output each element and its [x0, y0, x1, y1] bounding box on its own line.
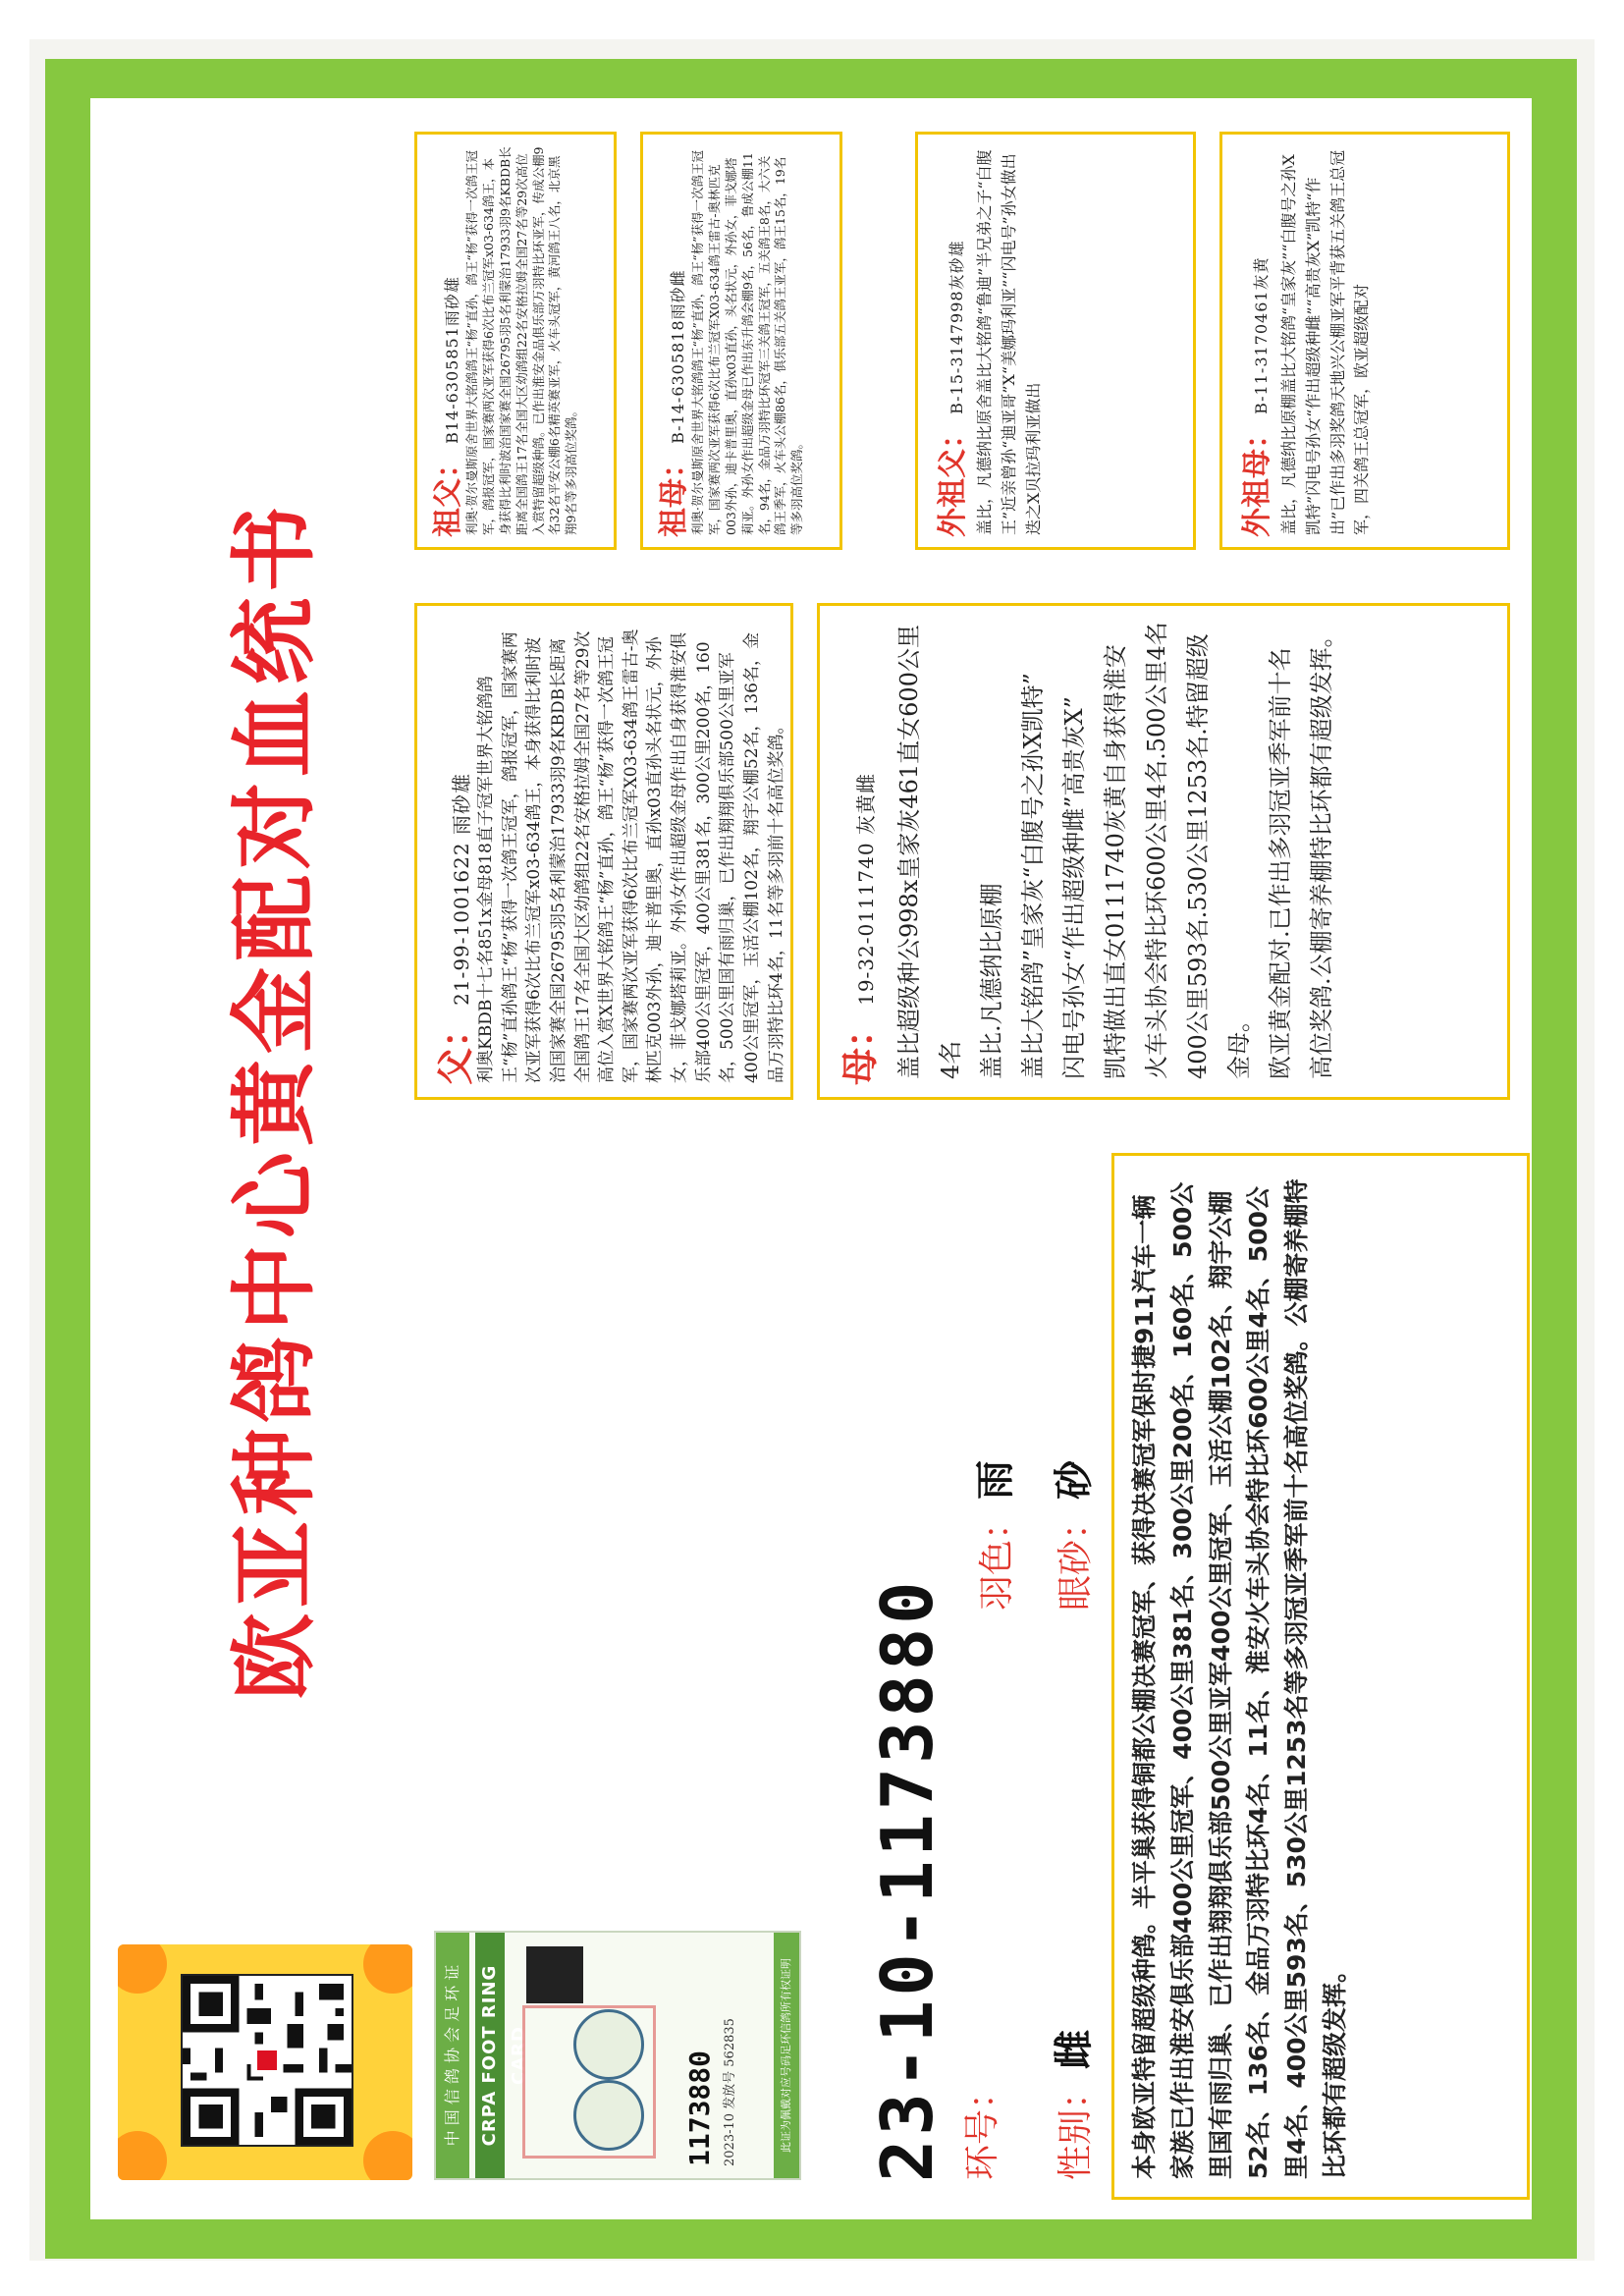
- mat-granddam-label: 外祖母：: [1240, 419, 1274, 537]
- dam-line: 闪电号孙女“作出超级种雌”高贵灰X”: [1060, 696, 1088, 1079]
- pat-grandsire-id: B14-6305851雨砂雄: [443, 276, 461, 444]
- mat-grandsire-id: B-15-3147998灰砂雄: [947, 240, 966, 414]
- pat-granddam-box: [640, 132, 842, 550]
- sire-id: 21-99-1001622 雨砂雄: [450, 773, 473, 1006]
- color-row: [964, 1460, 1020, 1611]
- pat-granddam-head: [649, 269, 692, 537]
- dam-lines: [889, 618, 1342, 1079]
- ring-card-title: CRPA FOOT RING CARD: [475, 1933, 505, 2178]
- dam-line: 欧亚黄金配对.已作出多羽冠亚季军前十名: [1267, 647, 1294, 1079]
- color-label: 羽色：: [977, 1503, 1017, 1611]
- pat-grandsire-head: [423, 276, 466, 537]
- eye-value: 砂: [1052, 1459, 1097, 1500]
- mat-granddam-id: B-11-3170461灰黄: [1252, 256, 1271, 414]
- mat-grandsire-box: [915, 132, 1196, 550]
- color-value: 雨: [973, 1459, 1018, 1500]
- ring-card-note: 此证为佩戴对应号码足环信鸽所有权证明: [774, 1933, 799, 2178]
- mat-granddam-box: [1219, 132, 1510, 550]
- globe-icon: [573, 2009, 644, 2080]
- ring-label-row: [954, 2074, 1004, 2180]
- ring-card-issued: 2023-10 发放号 562835: [723, 2018, 737, 2166]
- self-description: 本身欧亚特留超级种鸽。半平巢获得铜都公棚决赛冠军、获得决赛冠军保时捷911汽车一辆家族已作出淮安俱乐部400公里冠军、400公里381名、300公里200名、160名、500公里国有雨归巢、已作出翔翔俱乐部500公里亚军400公里冠军、玉活公棚102名、翔宇公棚52名、136名、金品万羽特比环4名、11名、淮安火车头协会特比环600公里4名、500公里4名、400公里593名、530公里1253名等多羽冠亚季军前十名高位奖鸽。公棚寄养棚特比环都有超级发挥。: [1130, 1178, 1349, 2179]
- eye-label: 眼砂：: [1056, 1503, 1096, 1611]
- ring-card-org: 中 国 信 鸽 协 会 足 环 证: [436, 1933, 469, 2178]
- dam-id: 19-32-0111740 灰黄雌: [854, 773, 878, 1006]
- ring-card: [434, 1931, 801, 2180]
- sire-head: [425, 773, 479, 1085]
- dam-box: [817, 603, 1510, 1100]
- dam-line: 盖比超级种公998x皇家灰461直女600公里4名: [895, 625, 964, 1079]
- mat-grandsire-label: 外祖父：: [936, 419, 970, 537]
- sire-text: 利奥KBDB十七名851x金母818直子冠军世界大铭鸽鸽王“杨”直孙鸽王“杨”获得一次鸽王冠军，鸽报冠军，国家赛两次亚军获得6次比布兰冠军x03-634鸽王，本身获得比利时波治国家赛全国26795羽5名利蒙治17933羽9名KBDB长距离全国鸽王17名全国大区幼鸽组22名安格拉姆全国27名等29次高位入赏X世界大铭鸽王“杨”直孙，鸽王“杨”获得一次鸽王冠军，国家赛两次亚军获得6次比布兰冠军X03-634鸽王雷古-奥林匹克003外孙，迪卡普里奥，直孙x03直孙头名状元，外孙女，菲戈娜塔莉亚。外孙女作出超级金母作出自身获得淮安俱乐部400公里冠军，400公里381名，300公里200名，160名，500公里国有雨归巢，已作出翔翔俱乐部500公里亚军400公里冠军，玉活公棚102名，翔宇公棚52名，136名，金品万羽特比环4名，11名等多羽前十名高位奖鸽。: [476, 629, 786, 1083]
- sire-label: 父：: [434, 1010, 477, 1085]
- sex-label: 性别：: [1056, 2073, 1096, 2180]
- self-box: [1111, 1153, 1530, 2200]
- sex-row: [1043, 2030, 1099, 2180]
- dam-line: 凯特做出直女0111740灰黄自身获得淮安: [1102, 644, 1129, 1079]
- qr-code[interactable]: [118, 1944, 412, 2180]
- eye-row: [1043, 1460, 1099, 1611]
- page-title: 欧亚种鸽中心黄金配对血统书: [224, 500, 325, 1701]
- card-qr-icon: [526, 1946, 583, 2003]
- ring-card-number: 1173880: [683, 2050, 716, 2166]
- mat-granddam-text: 盖比，凡德纳比原棚盖比大铭鸽“皇家灰”“白腹号之孙X凯特”闪电号孙女“作出超级种雌”“高贵灰X”凯特“作出”已作出多羽奖鸽天地兴公棚亚军平背获五关鸽王总冠军，四关鸽王总冠军，欧亚超级配对: [1279, 149, 1372, 535]
- dam-line: 盖比大铭鸽”皇家灰“白腹号之孙X凯特”: [1019, 673, 1047, 1079]
- pat-grandsire-label: 祖父：: [431, 449, 465, 537]
- dam-line: 盖比.凡德纳比原棚: [978, 883, 1005, 1079]
- flower-petal: [363, 1944, 412, 1994]
- flower-petal: [363, 2131, 412, 2180]
- ring-label: 环号：: [962, 2073, 1002, 2180]
- sex-value: 雌: [1052, 2029, 1097, 2069]
- dam-head: [830, 773, 884, 1085]
- mat-grandsire-head: [928, 240, 971, 537]
- dam-line: 火车头协会特比环600公里4名.500公里4名: [1143, 622, 1170, 1079]
- mat-granddam-head: [1232, 256, 1275, 537]
- pat-grandsire-box: [414, 132, 617, 550]
- pat-granddam-label: 祖母：: [657, 449, 691, 537]
- pedigree-content: [90, 98, 1532, 2219]
- flower-petal: [118, 2131, 167, 2180]
- pat-granddam-id: B-14-6305818雨砂雌: [669, 269, 687, 444]
- globe-icon: [573, 2080, 644, 2151]
- flower-petal: [118, 1944, 167, 1994]
- pat-grandsire-text: 利奥·贺尔曼斯原舍世界大铭鸽鸽王“杨”直孙，鸽王“杨”获得一次鸽王冠军，鸽报冠军，国家赛两次亚军获得6次比布兰冠军x03-634鸽王，本身获得比利时波治国家赛全国26795羽5名利蒙治17933羽9名KBDB长距离全国鸽王17名全国大区幼鸽组22名安格拉姆全国27名等29次高位入赏特留超级种鸽。已作出淮安金品俱乐部万羽特比环亚军，传成公棚9名32名平安公棚6名精英赛亚军，火车头冠军，黄河鸽王八名，北京黑翔9名等多羽高位奖鸽。: [464, 146, 579, 535]
- mat-grandsire-text: 盖比，凡德纳比原舍盖比大铭鸽“鲁迪”半兄弟之子“白腹王”近亲曾孙“迪亚哥”X“美娜玛利亚”“闪电号”孙女做出迭之X贝拉玛利亚做出: [975, 149, 1043, 535]
- ring-number: 23-10-1173880: [866, 1577, 948, 2182]
- dam-line: 400公里593名.530公里1253名.特留超级金母。: [1184, 633, 1253, 1079]
- dam-line: 高位奖鸽.公棚寄养棚特比环都有超级发挥。: [1308, 624, 1335, 1079]
- qr-pattern: [181, 1974, 353, 2147]
- pat-granddam-text: 利奥·贺尔曼斯原舍世界大铭鸽鸽王“杨”直孙，鸽王“杨”获得一次鸽王冠军，国家赛两次亚军获得6次比布兰冠军X03-634鸽王雷古-奥林匹克003外孙，迪卡普里奥，直孙x03直孙，头名状元，外孙女，菲戈娜塔莉亚。外孙女作出超级金母已作出东升鸽会棚9名，56名，鲁成公棚11名，94名，金品万羽特比环冠军三关鸽王冠军，五关鸽王8名，大六关鸽王季军，火车头公棚86名，俱乐部五关鸽王亚军，鸽王15名，19名等多羽高位奖鸽。: [690, 149, 805, 535]
- sire-box: [414, 603, 793, 1100]
- dam-label: 母：: [839, 1010, 882, 1085]
